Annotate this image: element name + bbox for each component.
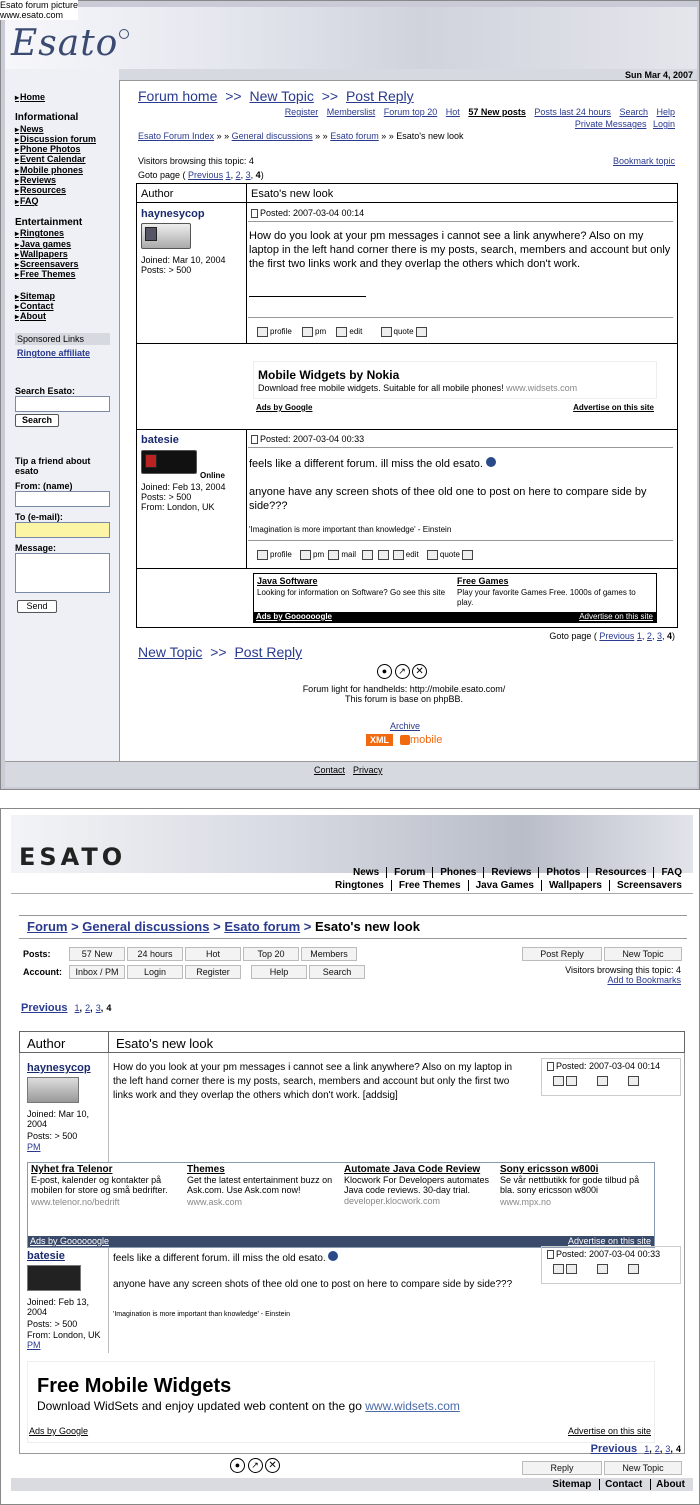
account-label: Account: bbox=[23, 967, 62, 977]
post-actions bbox=[553, 1263, 641, 1274]
rss-icon bbox=[400, 735, 410, 745]
pm-link[interactable]: PM bbox=[27, 1142, 41, 1152]
posts-label: Posts: bbox=[23, 949, 51, 959]
sidebar-item-discussion-forum[interactable]: ▸ Discussion forum bbox=[15, 134, 96, 144]
from-name-input[interactable] bbox=[15, 491, 110, 507]
ads-by-google-link[interactable]: Ads by Google bbox=[29, 1426, 89, 1436]
menu-reviews[interactable]: Reviews bbox=[483, 867, 538, 878]
page-1-link[interactable]: 1 bbox=[225, 170, 231, 180]
post-date bbox=[547, 1061, 660, 1071]
forum-top20-link[interactable]: Forum top 20 bbox=[383, 107, 438, 117]
members-button[interactable]: Members bbox=[301, 947, 357, 961]
ringtone-affiliate-link[interactable]: Ringtone affiliate bbox=[17, 348, 91, 358]
print-icon[interactable] bbox=[628, 1264, 639, 1274]
sidebar-item-reviews[interactable]: ▸ Reviews bbox=[15, 175, 56, 185]
quote-label: quote bbox=[439, 550, 460, 560]
post-body: How do you look at your pm messages i cannot see a link anywhere? Also on my laptop in the left hand corner there is my posts, search, members and account but only the first two links work and they overlap the others which don't work. [addsig] bbox=[113, 1062, 513, 1101]
sidebar-item-ringtones[interactable]: ▸ Ringtones bbox=[15, 228, 64, 238]
profile-icon[interactable] bbox=[553, 1076, 564, 1086]
new-topic-button[interactable]: New Topic bbox=[604, 947, 682, 961]
menu-java-games[interactable]: Java Games bbox=[468, 880, 541, 891]
sub-menu bbox=[328, 880, 689, 892]
search-input[interactable] bbox=[15, 396, 110, 412]
breadcrumb-sep: > bbox=[303, 919, 312, 934]
goto-close: ) bbox=[672, 631, 675, 641]
mail-icon bbox=[328, 550, 339, 560]
current-page: 4 bbox=[675, 1444, 681, 1454]
breadcrumb-current: Esato's new look bbox=[396, 131, 464, 141]
sidebar-item-resources[interactable]: ▸ Resources bbox=[15, 185, 66, 195]
menu-resources[interactable]: Resources bbox=[587, 867, 653, 878]
col-author: Author bbox=[141, 188, 174, 200]
search-button[interactable]: Search bbox=[309, 965, 365, 979]
caption-line-2: www.esato.com bbox=[0, 10, 64, 20]
ad-url: www.mpx.no bbox=[500, 1197, 552, 1207]
col-topic-title: Esato's new look bbox=[251, 188, 334, 200]
profile-label: profile bbox=[270, 327, 292, 337]
profile-button[interactable] bbox=[257, 550, 292, 559]
memberslist-link[interactable]: Memberslist bbox=[326, 107, 376, 117]
top-links-row2 bbox=[575, 119, 675, 129]
sidebar-item-phone-photos[interactable]: ▸ Phone Photos bbox=[15, 144, 81, 154]
move-icon[interactable]: ↗ bbox=[395, 664, 410, 679]
sponsored-heading: Sponsored Links bbox=[15, 333, 110, 345]
delete-icon[interactable]: ✕ bbox=[412, 664, 427, 679]
menu-wallpapers[interactable]: Wallpapers bbox=[541, 880, 609, 891]
sidebar-item-wallpapers[interactable]: ▸ Wallpapers bbox=[15, 249, 68, 259]
goto-label: Goto page ( bbox=[549, 631, 597, 641]
print-icon[interactable] bbox=[628, 1076, 639, 1086]
phone-avatar-icon bbox=[141, 450, 197, 474]
breadcrumb bbox=[138, 131, 464, 141]
pm-link[interactable]: PM bbox=[27, 1340, 41, 1350]
menu-photos[interactable]: Photos bbox=[538, 867, 587, 878]
page-3-link[interactable]: 3 bbox=[95, 1003, 101, 1013]
page-2-link[interactable]: 2 bbox=[235, 170, 241, 180]
post-author[interactable]: batesie bbox=[27, 1250, 65, 1262]
mobile-label: mobile bbox=[410, 734, 443, 746]
xml-feed-button[interactable]: XML bbox=[366, 734, 393, 746]
pm-label: pm bbox=[313, 550, 325, 560]
breadcrumb-sep: » » bbox=[315, 131, 328, 141]
ad-4[interactable] bbox=[500, 1165, 650, 1207]
post-icon bbox=[547, 1250, 554, 1259]
mail-label: mail bbox=[341, 550, 357, 560]
post-actions bbox=[553, 1075, 641, 1086]
sidebar-item-screensavers[interactable]: ▸ Screensavers bbox=[15, 259, 79, 269]
logo-mark-icon bbox=[119, 29, 129, 39]
message-label: Message: bbox=[15, 543, 57, 553]
new-topic-link[interactable]: New Topic bbox=[249, 88, 314, 104]
post-date bbox=[547, 1249, 660, 1259]
phone-avatar-icon bbox=[27, 1265, 81, 1291]
sidebar-item-event-calendar[interactable]: ▸ Event Calendar bbox=[15, 154, 86, 164]
footer-text-2: This forum is base on phpBB. bbox=[344, 694, 464, 704]
ad-url: www.ask.com bbox=[187, 1197, 243, 1207]
page-3-link[interactable]: 3 bbox=[665, 1444, 671, 1454]
sidebar-item-about[interactable]: ▸ About bbox=[15, 311, 46, 321]
post-date-text: Posted: 2007-03-04 00:33 bbox=[260, 434, 365, 444]
page-1-link[interactable]: 1 bbox=[644, 1444, 650, 1454]
sidebar-item-home[interactable]: ▸ Home bbox=[15, 92, 45, 102]
image-caption bbox=[0, 0, 78, 20]
post-actions bbox=[257, 550, 475, 560]
previous-page-link[interactable]: Previous bbox=[590, 1443, 638, 1455]
goto-page-top: Goto page ( Previous 1, 2, 3, 4) bbox=[138, 170, 264, 180]
profile-label: profile bbox=[270, 550, 292, 560]
breadcrumb bbox=[27, 919, 420, 934]
post-joined: Joined: Feb 13, 2004 bbox=[27, 1297, 90, 1317]
mod-icons bbox=[230, 1458, 280, 1473]
reply-button[interactable]: Reply bbox=[522, 1461, 602, 1475]
widget-ad-title[interactable]: Free Mobile Widgets bbox=[37, 1375, 232, 1397]
register-link[interactable]: Register bbox=[284, 107, 319, 117]
current-page: 4 bbox=[106, 1003, 112, 1013]
contact-link[interactable]: Contact bbox=[314, 765, 346, 775]
ad-right-title[interactable]: Free Games bbox=[457, 576, 509, 586]
pm-icon bbox=[300, 550, 311, 560]
advertise-link[interactable]: Advertise on this site bbox=[579, 612, 653, 621]
post-count: Posts: > 500 bbox=[141, 492, 192, 502]
sidebar-item-java-games[interactable]: ▸ Java games bbox=[15, 239, 71, 249]
ad-1[interactable] bbox=[31, 1165, 181, 1207]
menu-faq[interactable]: FAQ bbox=[653, 867, 689, 878]
edit-icon[interactable] bbox=[566, 1264, 577, 1274]
footer-text-1: Forum light for handhelds: http://mobile.esato.com/ bbox=[302, 684, 506, 694]
current-page: 4 bbox=[666, 631, 672, 641]
sidebar-heading-entertainment: Entertainment bbox=[15, 217, 83, 228]
help-button[interactable]: Help bbox=[251, 965, 307, 979]
ads-by-link[interactable]: Ads by Goooooogle bbox=[30, 1236, 110, 1246]
col-topic-title: Esato's new look bbox=[116, 1036, 214, 1051]
widget-ad-url[interactable]: www.widsets.com bbox=[365, 1399, 460, 1413]
col-author: Author bbox=[27, 1036, 66, 1051]
esato-logo[interactable]: Esato bbox=[11, 23, 119, 64]
posts-24h-link[interactable]: Posts last 24 hours bbox=[534, 107, 611, 117]
ad-title[interactable]: Themes bbox=[187, 1164, 225, 1175]
caption-line-1: Esato forum picture bbox=[0, 0, 79, 10]
pager-bottom: Previous 1, 2, 3, 4 bbox=[590, 1443, 681, 1455]
to-email-label: To (e-mail): bbox=[15, 512, 63, 522]
breadcrumb-sep: » » bbox=[381, 131, 394, 141]
search-link[interactable]: Search bbox=[619, 107, 648, 117]
general-discussions-link[interactable]: General discussions bbox=[231, 131, 313, 141]
online-status: Online bbox=[200, 471, 225, 480]
goto-label: Goto page ( bbox=[138, 170, 186, 180]
aim-icon[interactable] bbox=[362, 550, 373, 560]
sidebar-item-news[interactable]: ▸ News bbox=[15, 124, 44, 134]
visitors-text: Visitors browsing this topic: 4 bbox=[565, 965, 681, 975]
profile-icon bbox=[257, 550, 268, 560]
24-hours-button[interactable]: 24 hours bbox=[127, 947, 183, 961]
post-author[interactable]: batesie bbox=[141, 434, 179, 446]
sidebar-heading-informational: Informational bbox=[15, 112, 79, 123]
new-forum-screenshot bbox=[0, 808, 700, 1505]
signature: 'Imagination is more important than knowledge' - Einstein bbox=[113, 1311, 290, 1318]
private-messages-link[interactable]: Private Messages bbox=[574, 119, 647, 129]
new-topic-link[interactable]: New Topic bbox=[138, 644, 203, 660]
ad-left-title[interactable]: Java Software bbox=[257, 576, 318, 586]
page-2-link[interactable]: 2 bbox=[85, 1003, 91, 1013]
esato-forum-link[interactable]: Esato forum bbox=[224, 919, 301, 934]
edit-icon bbox=[336, 327, 347, 337]
menu-phones[interactable]: Phones bbox=[432, 867, 483, 878]
widget-ad-text bbox=[37, 1399, 460, 1413]
sidebar-item-free-themes[interactable]: ▸ Free Themes bbox=[15, 269, 76, 279]
menu-ringtones[interactable]: Ringtones bbox=[334, 880, 384, 891]
advertise-link[interactable]: Advertise on this site bbox=[567, 1236, 651, 1246]
advertise-link[interactable]: Advertise on this site bbox=[567, 1426, 651, 1436]
post-icon bbox=[547, 1062, 554, 1071]
new-topic-button[interactable]: New Topic bbox=[604, 1461, 682, 1475]
header-sep-2: >> bbox=[321, 88, 339, 104]
post-from: From: London, UK bbox=[27, 1330, 101, 1340]
post-count: Posts: > 500 bbox=[27, 1131, 78, 1141]
edit-icon bbox=[393, 550, 404, 560]
esato-forum-link[interactable]: Esato forum bbox=[330, 131, 379, 141]
post-date bbox=[251, 434, 364, 444]
profile-icon bbox=[257, 327, 268, 337]
post-joined: Joined: Mar 10, 2004 bbox=[141, 255, 226, 265]
bottom-links bbox=[138, 644, 302, 660]
footer-bar bbox=[11, 1478, 693, 1491]
widget-ad-body: Download WidSets and enjoy updated web content on the go bbox=[37, 1399, 362, 1413]
general-discussions-link[interactable]: General discussions bbox=[82, 919, 210, 934]
ad-title[interactable]: Mobile Widgets by Nokia bbox=[258, 368, 400, 382]
register-button[interactable]: Register bbox=[185, 965, 241, 979]
login-button[interactable]: Login bbox=[127, 965, 183, 979]
ad-title[interactable]: Automate Java Code Review bbox=[344, 1164, 481, 1175]
previous-page-link[interactable]: Previous bbox=[21, 1002, 68, 1014]
profile-icon[interactable] bbox=[553, 1264, 564, 1274]
quote-button[interactable] bbox=[381, 327, 414, 336]
header-links bbox=[138, 88, 414, 104]
post-body: How do you look at your pm messages i cannot see a link anywhere? Also on my laptop in the left hand corner there is my posts, search, members and account but only the first two links work and they overlap the others which don't work. bbox=[249, 230, 671, 270]
ad-text: Se vår nettbutikk for gode tilbud på bla. sony ericsson w800i bbox=[500, 1175, 640, 1195]
phone-avatar-icon bbox=[27, 1077, 79, 1103]
post-date-text: Posted: 2007-03-04 00:14 bbox=[260, 208, 365, 218]
post-author[interactable]: haynesycop bbox=[141, 208, 205, 220]
hot-button[interactable]: Hot bbox=[185, 947, 241, 961]
new-posts-link[interactable]: 57 New posts bbox=[468, 107, 526, 117]
post-count: Posts: > 500 bbox=[27, 1319, 78, 1329]
pm-button[interactable] bbox=[300, 550, 324, 559]
post-body-2: anyone have any screen shots of thee old one to post on here to compare side by side??? bbox=[113, 1279, 513, 1290]
edit-button[interactable] bbox=[393, 550, 419, 559]
advertise-link[interactable]: Advertise on this site bbox=[573, 403, 654, 412]
pager-top: Previous 1, 2, 3, 4 bbox=[21, 1002, 112, 1014]
sidebar-item-mobile-phones[interactable]: ▸ Mobile phones bbox=[15, 165, 83, 175]
post-date bbox=[251, 208, 364, 218]
post-body-2: anyone have any screen shots of thee old one to post on here to compare side by side??? bbox=[249, 486, 647, 512]
pm-icon bbox=[302, 327, 313, 337]
post-date-text: Posted: 2007-03-04 00:33 bbox=[556, 1249, 661, 1259]
msn-icon[interactable] bbox=[378, 550, 389, 560]
page-2-link[interactable]: 2 bbox=[646, 631, 652, 641]
edit-button[interactable] bbox=[336, 327, 362, 336]
signature: 'Imagination is more important than knowledge' - Einstein bbox=[249, 525, 452, 534]
post-author[interactable]: haynesycop bbox=[27, 1062, 91, 1074]
mobile-feed-link[interactable] bbox=[400, 734, 442, 746]
post-body bbox=[249, 457, 496, 470]
post-count: Posts: > 500 bbox=[141, 265, 192, 275]
smiley-icon bbox=[486, 457, 496, 467]
sidebar-item-contact[interactable]: ▸ Contact bbox=[15, 301, 54, 311]
page-3-link[interactable]: 3 bbox=[245, 170, 251, 180]
post-body bbox=[113, 1251, 338, 1264]
quote-icon[interactable] bbox=[597, 1076, 608, 1086]
smiley-icon bbox=[328, 1251, 338, 1261]
edit-label: edit bbox=[349, 327, 363, 337]
page-1-link[interactable]: 1 bbox=[636, 631, 642, 641]
forum-home-link[interactable]: Forum home bbox=[138, 88, 218, 104]
post-reply-link[interactable]: Post Reply bbox=[345, 88, 414, 104]
search-button[interactable]: Search bbox=[15, 414, 59, 427]
post-icon bbox=[251, 209, 258, 218]
ad-text: E-post, kalender og kontakter på mobilen for store og små bedrifter. bbox=[31, 1175, 168, 1195]
forum-link[interactable]: Forum bbox=[27, 919, 68, 934]
mod-icons bbox=[377, 664, 427, 679]
footer-bar bbox=[5, 761, 697, 787]
sidebar-item-sitemap[interactable]: ▸ Sitemap bbox=[15, 291, 55, 301]
breadcrumb-current: Esato's new look bbox=[315, 919, 420, 934]
breadcrumb-sep: > bbox=[71, 919, 79, 934]
header-sep-1: >> bbox=[225, 88, 242, 104]
lock-icon[interactable]: ● bbox=[377, 664, 392, 679]
ad-text: Get the latest entertainment buzz on Ask.com. Use Ask.com now! bbox=[187, 1175, 333, 1195]
mail-button[interactable] bbox=[328, 550, 356, 559]
post-reply-link[interactable]: Post Reply bbox=[234, 644, 303, 660]
ad-left-text: Looking for information on Software? Go see this site bbox=[257, 588, 446, 597]
ad-2[interactable] bbox=[187, 1165, 337, 1207]
print-icon[interactable] bbox=[416, 327, 427, 337]
post-body-line: feels like a different forum. ill miss the old esato. bbox=[249, 458, 483, 470]
post-from: From: London, UK bbox=[141, 502, 215, 512]
to-email-input[interactable] bbox=[15, 522, 110, 538]
sidebar-item-faq[interactable]: ▸ FAQ bbox=[15, 196, 39, 206]
profile-button[interactable] bbox=[257, 327, 292, 336]
page-1-link[interactable]: 1 bbox=[74, 1003, 80, 1013]
menu-news[interactable]: News bbox=[353, 867, 380, 878]
footer-about-link[interactable]: About bbox=[650, 1479, 685, 1490]
edit-icon[interactable] bbox=[566, 1076, 577, 1086]
menu-free-themes[interactable]: Free Themes bbox=[391, 880, 468, 891]
footer-contact-link[interactable]: Contact bbox=[599, 1479, 647, 1490]
post-date-text: Posted: 2007-03-04 00:14 bbox=[556, 1061, 661, 1071]
print-icon[interactable] bbox=[462, 550, 473, 560]
top20-button[interactable]: Top 20 bbox=[243, 947, 299, 961]
send-button[interactable]: Send bbox=[17, 600, 57, 613]
new-posts-button[interactable]: 57 New bbox=[69, 947, 125, 961]
move-icon[interactable]: ↗ bbox=[248, 1458, 263, 1473]
goto-page-bottom: Goto page ( Previous 1, 2, 3, 4) bbox=[549, 631, 675, 641]
message-textarea[interactable] bbox=[15, 553, 110, 593]
hot-link[interactable]: Hot bbox=[445, 107, 460, 117]
quote-icon[interactable] bbox=[597, 1264, 608, 1274]
search-label: Search Esato: bbox=[15, 386, 76, 396]
breadcrumb-sep: » » bbox=[216, 131, 230, 141]
previous-page-link[interactable]: Previous bbox=[188, 170, 224, 180]
post-joined: Joined: Feb 13, 2004 bbox=[141, 482, 226, 492]
post-body-line: feels like a different forum. ill miss the old esato. bbox=[113, 1253, 326, 1264]
breadcrumb-sep: > bbox=[213, 919, 221, 934]
post-actions bbox=[257, 327, 429, 337]
lock-icon[interactable]: ● bbox=[230, 1458, 245, 1473]
login-link[interactable]: Login bbox=[652, 119, 675, 129]
quote-icon bbox=[427, 550, 438, 560]
goto-close: ) bbox=[260, 170, 264, 180]
ads-by-google-link[interactable]: Ads by Google bbox=[256, 403, 313, 412]
footer-sitemap-link[interactable]: Sitemap bbox=[552, 1479, 592, 1490]
inbox-button[interactable]: Inbox / PM bbox=[69, 965, 125, 979]
forum-index-link[interactable]: Esato Forum Index bbox=[138, 131, 215, 141]
page-2-link[interactable]: 2 bbox=[654, 1444, 660, 1454]
delete-icon[interactable]: ✕ bbox=[265, 1458, 280, 1473]
main-menu bbox=[346, 867, 689, 879]
ad-url: developer.klocwork.com bbox=[344, 1196, 441, 1206]
post-joined: Joined: Mar 10, 2004 bbox=[27, 1109, 90, 1129]
quote-button[interactable] bbox=[427, 550, 460, 559]
top-links-row1 bbox=[279, 107, 675, 117]
previous-page-link[interactable]: Previous bbox=[599, 631, 635, 641]
menu-screensavers[interactable]: Screensavers bbox=[609, 880, 689, 891]
ad-3[interactable] bbox=[344, 1165, 494, 1206]
pm-button[interactable] bbox=[302, 327, 326, 336]
ad-url: www.telenor.no/bedrift bbox=[31, 1197, 120, 1207]
privacy-link[interactable]: Privacy bbox=[353, 765, 383, 775]
date-bar: Sun Mar 4, 2007 bbox=[119, 69, 697, 81]
edit-label: edit bbox=[405, 550, 419, 560]
quote-label: quote bbox=[393, 327, 414, 337]
help-link[interactable]: Help bbox=[656, 107, 675, 117]
ad-right-text: Play your favorite Games Free. 1000s of games to play. bbox=[457, 588, 636, 607]
bookmark-topic-link[interactable]: Bookmark topic bbox=[612, 156, 675, 166]
ad-title[interactable]: Nyhet fra Telenor bbox=[31, 1164, 113, 1175]
current-page: 4 bbox=[255, 170, 261, 180]
ad-text-body: Download free mobile widgets. Suitable for all mobile phones! bbox=[258, 383, 504, 393]
quote-icon bbox=[381, 327, 392, 337]
bottom-sep: >> bbox=[210, 644, 227, 660]
from-label: From: (name) bbox=[15, 481, 73, 491]
page-3-link[interactable]: 3 bbox=[656, 631, 662, 641]
phone-avatar-icon bbox=[141, 223, 191, 249]
esato-logo[interactable]: ESATO bbox=[19, 843, 127, 871]
ad-text: Klocwork For Developers automates Java code reviews. 30-day trial. bbox=[344, 1175, 490, 1195]
archive-link[interactable]: Archive bbox=[390, 721, 421, 731]
menu-forum[interactable]: Forum bbox=[386, 867, 432, 878]
pm-label: pm bbox=[315, 327, 327, 337]
ad-url: www.widsets.com bbox=[506, 383, 578, 393]
ad-title[interactable]: Sony ericsson w800i bbox=[500, 1164, 599, 1175]
post-icon bbox=[251, 435, 258, 444]
post-reply-button[interactable]: Post Reply bbox=[522, 947, 602, 961]
tip-friend-label: Tip a friend about esato bbox=[15, 456, 91, 476]
add-bookmarks-link[interactable]: Add to Bookmarks bbox=[607, 975, 681, 985]
ads-by-link[interactable]: Ads by Goooooogle bbox=[256, 612, 332, 621]
visitors-text: Visitors browsing this topic: 4 bbox=[138, 156, 254, 166]
ad-text bbox=[258, 383, 577, 393]
